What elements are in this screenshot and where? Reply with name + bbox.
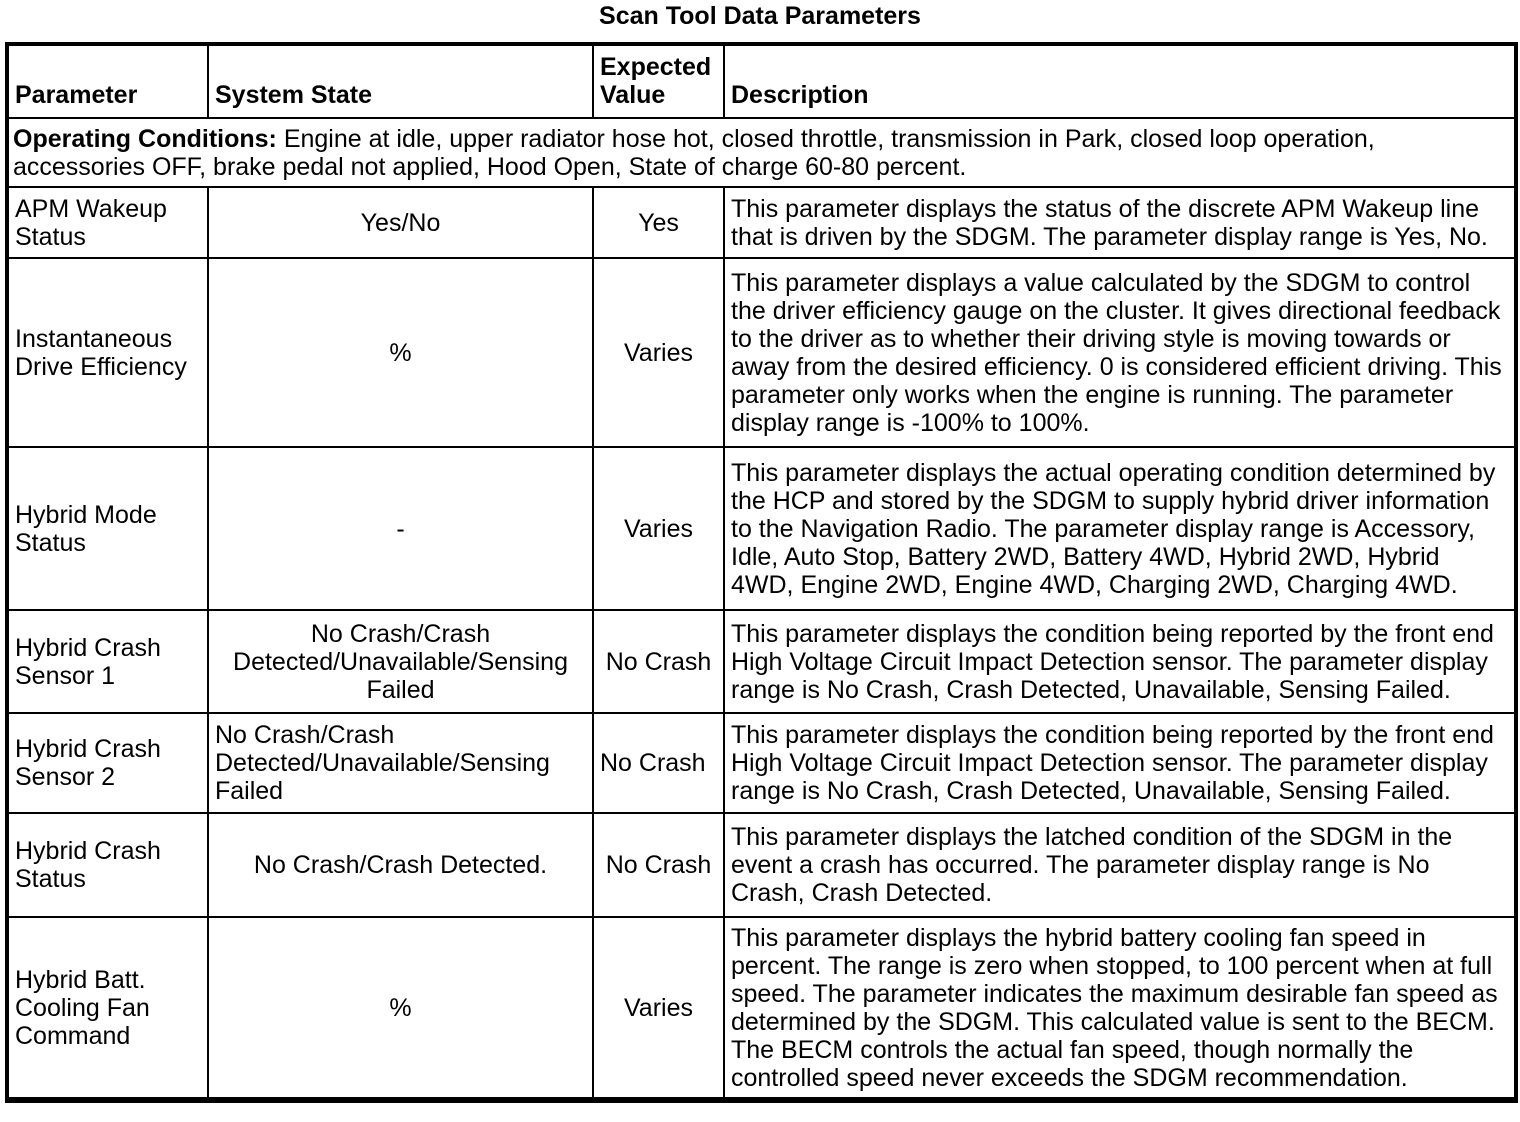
description-cell: This parameter displays the condition being reported by the front end High Voltage Circuit Impact Detection sensor. The parameter display range is No Crash, Crash Detected, Unavailable, Sensing Failed.	[724, 610, 1516, 713]
expected-value-cell: No Crash	[593, 713, 724, 813]
expected-value-cell: Varies	[593, 258, 724, 447]
expected-value-cell: No Crash	[593, 813, 724, 917]
parameter-cell: Hybrid Mode Status	[7, 447, 208, 610]
table-row-hybrid-crash-status	[7, 813, 1516, 917]
column-header-parameter: Parameter	[7, 44, 208, 118]
operating-conditions-text: Engine at idle, upper radiator hose hot, closed throttle, transmission in Park, closed loop operation, accessories OFF, brake pedal not applied, Hood Open, State of charge 60-80 percent.	[13, 124, 1375, 181]
description-cell: This parameter displays a value calculated by the SDGM to control the driver efficiency gauge on the cluster. It gives directional feedback to the driver as to whether their driving style is moving towards or away from the desired efficiency. 0 is considered efficient driving. This parameter only works when the engine is running. The parameter display range is -100% to 100%.	[724, 258, 1516, 447]
operating-conditions-label: Operating Conditions:	[13, 124, 277, 153]
system-state-cell: No Crash/Crash Detected/Unavailable/Sensing Failed	[208, 610, 593, 713]
system-state-cell: Yes/No	[208, 187, 593, 258]
table-row-hybrid-crash-sensor-1	[7, 610, 1516, 713]
scan-tool-data-table	[5, 42, 1518, 1103]
description-cell: This parameter displays the hybrid battery cooling fan speed in percent. The range is zero when stopped, to 100 percent when at full speed. The parameter indicates the maximum desirable fan speed as determined by the SDGM. This calculated value is sent to the BECM. The BECM controls the actual fan speed, though normally the controlled speed never exceeds the SDGM recommendation.	[724, 917, 1516, 1100]
system-state-cell: -	[208, 447, 593, 610]
description-cell: This parameter displays the actual operating condition determined by the HCP and stored by the SDGM to supply hybrid driver information to the Navigation Radio. The parameter display range is Accessory, Idle, Auto Stop, Battery 2WD, Battery 4WD, Hybrid 2WD, Hybrid 4WD, Engine 2WD, Engine 4WD, Charging 2WD, Charging 4WD.	[724, 447, 1516, 610]
table-header-row	[7, 44, 1516, 118]
parameter-cell: Instantaneous Drive Efficiency	[7, 258, 208, 447]
column-header-expected-value: Expected Value	[593, 44, 724, 118]
parameter-cell: Hybrid Batt. Cooling Fan Command	[7, 917, 208, 1100]
expected-value-cell: Varies	[593, 917, 724, 1100]
operating-conditions-cell	[7, 118, 1516, 187]
table-row-apm-wakeup-status	[7, 187, 1516, 258]
system-state-cell: %	[208, 917, 593, 1100]
system-state-cell: %	[208, 258, 593, 447]
expected-value-cell: Varies	[593, 447, 724, 610]
description-cell: This parameter displays the condition being reported by the front end High Voltage Circuit Impact Detection sensor. The parameter display range is No Crash, Crash Detected, Unavailable, Sensing Failed.	[724, 713, 1516, 813]
system-state-cell: No Crash/Crash Detected/Unavailable/Sensing Failed	[208, 713, 593, 813]
table-row-hybrid-crash-sensor-2	[7, 713, 1516, 813]
parameter-cell: Hybrid Crash Status	[7, 813, 208, 917]
table-row-hybrid-batt-cooling-fan-command	[7, 917, 1516, 1100]
table-row-hybrid-mode-status	[7, 447, 1516, 610]
parameter-cell: Hybrid Crash Sensor 2	[7, 713, 208, 813]
parameter-cell: APM Wakeup Status	[7, 187, 208, 258]
column-header-system-state: System State	[208, 44, 593, 118]
operating-conditions-row	[7, 118, 1516, 187]
table-row-instantaneous-drive-efficiency	[7, 258, 1516, 447]
page-title: Scan Tool Data Parameters	[599, 2, 921, 30]
column-header-description: Description	[724, 44, 1516, 118]
description-cell: This parameter displays the latched condition of the SDGM in the event a crash has occurred. The parameter display range is No Crash, Crash Detected.	[724, 813, 1516, 917]
parameter-cell: Hybrid Crash Sensor 1	[7, 610, 208, 713]
description-cell: This parameter displays the status of the discrete APM Wakeup line that is driven by the SDGM. The parameter display range is Yes, No.	[724, 187, 1516, 258]
system-state-cell: No Crash/Crash Detected.	[208, 813, 593, 917]
expected-value-cell: Yes	[593, 187, 724, 258]
expected-value-cell: No Crash	[593, 610, 724, 713]
